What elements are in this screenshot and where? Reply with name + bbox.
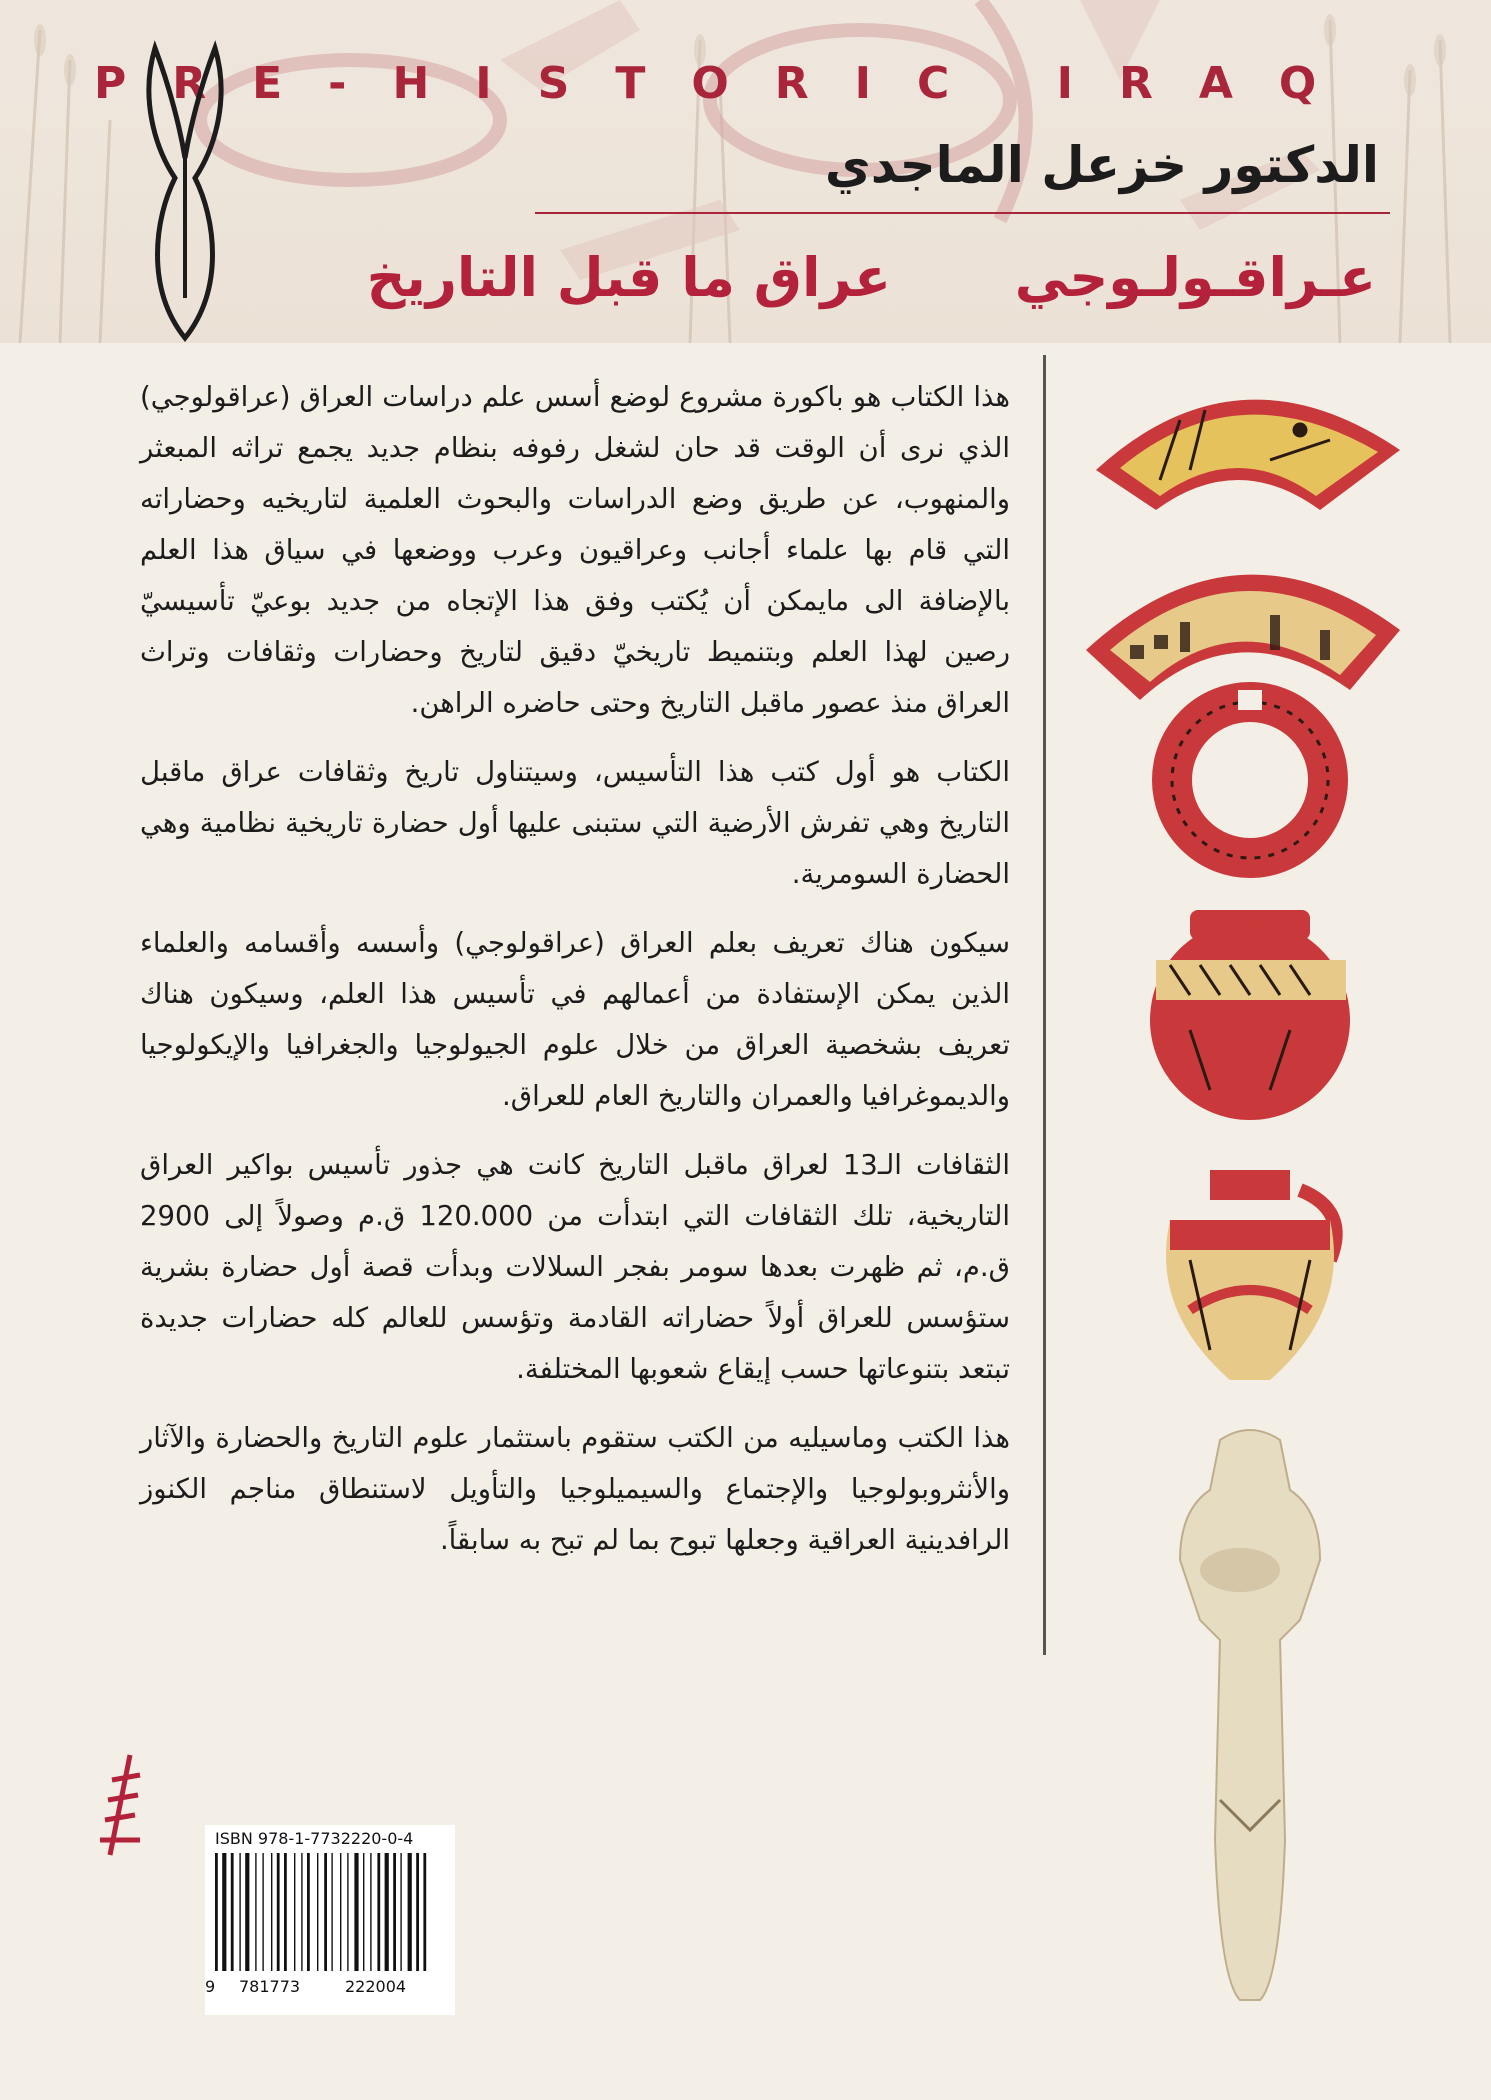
barcode-bar bbox=[393, 1853, 396, 1971]
barcode-bar bbox=[408, 1853, 412, 1971]
barcode-bar bbox=[301, 1853, 302, 1971]
painted-jar-image bbox=[1150, 910, 1350, 1120]
barcode-bar bbox=[385, 1853, 389, 1971]
clay-figurine-image bbox=[1180, 1430, 1320, 2000]
barcode-bar bbox=[416, 1853, 419, 1971]
back-cover-blurb bbox=[140, 372, 1010, 1584]
publisher-mark-icon bbox=[90, 1745, 150, 1865]
book-title: عراق ما قبل التاريخ bbox=[366, 246, 891, 309]
barcode-bar bbox=[231, 1853, 234, 1971]
series-name: عـراقـولـوجي bbox=[1014, 246, 1376, 309]
artifact-illustrations bbox=[1070, 360, 1430, 2020]
barcode-bar bbox=[331, 1853, 332, 1971]
barcode-bar bbox=[423, 1853, 426, 1971]
barcode-bar bbox=[324, 1853, 327, 1971]
barcode-bar bbox=[363, 1853, 364, 1971]
barcode-bar bbox=[277, 1853, 280, 1971]
barcode-bar bbox=[370, 1853, 371, 1971]
barcode-bar bbox=[307, 1853, 310, 1971]
barcode-bars bbox=[215, 1853, 445, 1973]
isbn-number: ISBN 978-1-7732220-0-4 bbox=[215, 1829, 414, 1848]
blurb-paragraph: سيكون هناك تعريف بعلم العراق (عراقولوجي) وأسسه وأقسامه والعلماء الذين يمكن الإستفادة من أعمالهم في تأسيس هذا العلم، وسيكون هناك تعريف بشخصية العراق من خلال علوم الجيولوجيا والجغرافيا والإيكولوجيا والديموغرافيا والعمران والتاريخ العام للعراق. bbox=[140, 927, 1010, 1112]
blurb-paragraph: هذا الكتاب هو باكورة مشروع لوضع أسس علم دراسات العراق (عراقولوجي) الذي نرى أن الوقت قد حان لشغل رفوفه بنظام جديد يجمع تراثه المبعثر والمنهوب، عن طريق وضع الدراسات والبحوث العلمية لتاريخيه وحضاراته التي قام بها علماء أجانب وعراقيون وعرب ووضعها في سياق هذا العلم بالإضافة الى مايمكن أن يُكتب وفق هذا الإتجاه من جديد بوعيّ تأسيسيّ رصين لهذا العلم وبتنميط تاريخيّ دقيق لتاريخ وحضارات وثقافات وتراث العراق منذ عصور ماقبل التاريخ وحتى حاضره الراهن. bbox=[140, 381, 1010, 719]
barcode-bar bbox=[340, 1853, 341, 1971]
barcode-panel bbox=[205, 1825, 455, 2015]
barcode-bar bbox=[262, 1853, 263, 1971]
barcode-bar bbox=[377, 1853, 380, 1971]
latin-title bbox=[94, 58, 1394, 109]
barcode-right-digits: 222004 bbox=[345, 1977, 407, 1996]
barcode-bar bbox=[222, 1853, 226, 1971]
latin-title-text: PRE-HISTORIC IRAQ bbox=[94, 58, 1363, 109]
cover-banner bbox=[0, 0, 1491, 343]
blurb-paragraph: الثقافات الـ13 لعراق ماقبل التاريخ كانت هي جذور تأسيس بواكير العراق التاريخية، تلك الثقافات التي ابتدأت من 120.000 ق.م وصولاً إلى 2900 ق.م، ثم ظهرت بعدها سومر بفجر السلالات وبدأت قصة أول حضارة بشرية ستؤسس للعراق أولاً حضاراته القادمة وتؤسس للعالم كله حضارات جديدة تبتعد بتنوعاتها حسب إيقاع شعوبها المختلفة. bbox=[140, 1149, 1010, 1385]
barcode-bar bbox=[354, 1853, 358, 1971]
barcode-bar bbox=[245, 1853, 249, 1971]
column-divider bbox=[1043, 355, 1046, 1655]
barcode-bar bbox=[400, 1853, 401, 1971]
painted-bowl-fragment-image bbox=[1086, 575, 1400, 858]
blurb-paragraph: هذا الكتب وماسيليه من الكتب ستقوم باستثمار علوم التاريخ والحضارة والآثار والأنثروبولوجيا والإجتماع والسيميلوجيا والتأويل لاستنطاق مناجم الكنوز الرافدينية العراقية وجعلها تبوح بما لم تبح به سابقاً. bbox=[140, 1422, 1010, 1556]
barcode-left-digits: 781773 bbox=[239, 1977, 301, 1996]
author-name: الدكتور خزعل الماجدي bbox=[824, 136, 1379, 194]
barcode-bar bbox=[215, 1853, 218, 1971]
barcode-bar bbox=[347, 1853, 348, 1971]
title-divider bbox=[535, 212, 1390, 214]
barcode-bar bbox=[294, 1853, 295, 1971]
barcode-lead-digit: 9 bbox=[205, 1977, 216, 1996]
publisher-logo-icon bbox=[135, 38, 235, 343]
painted-fan-fragment-image bbox=[1096, 400, 1400, 510]
blurb-paragraph: الكتاب هو أول كتب هذا التأسيس، وسيتناول تاريخ وثقافات عراق ماقبل التاريخ وهي تفرش الأرضية التي ستبنى عليها أول حضارة تاريخية نظامية وهي الحضارة السومرية. bbox=[140, 756, 1010, 890]
barcode-bar bbox=[284, 1853, 287, 1971]
barcode-bar bbox=[271, 1853, 272, 1971]
barcode-bar bbox=[317, 1853, 318, 1971]
barcode-bar bbox=[255, 1853, 256, 1971]
barcode-bar bbox=[239, 1853, 240, 1971]
painted-jug-image bbox=[1166, 1170, 1336, 1380]
